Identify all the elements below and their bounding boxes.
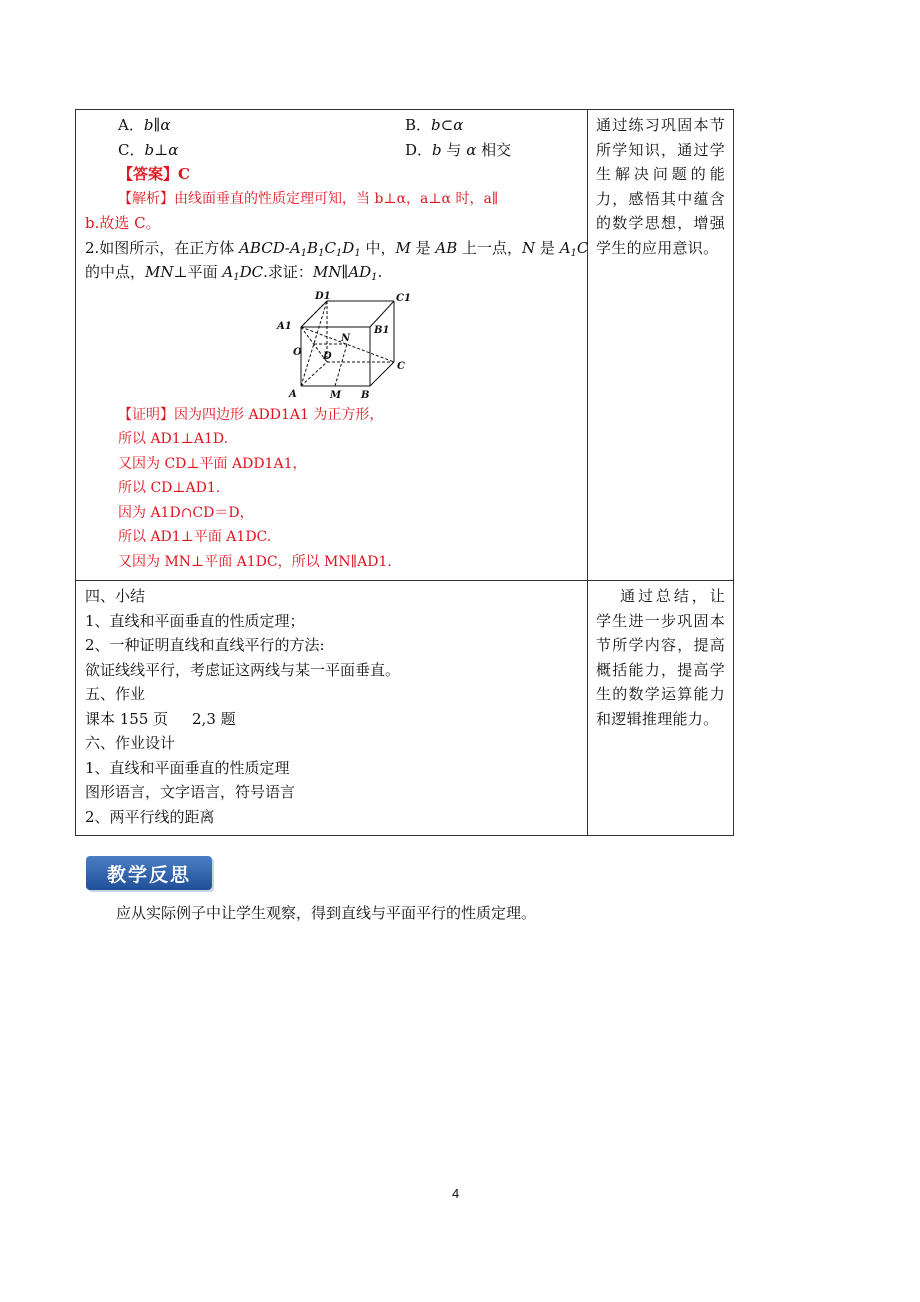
summary-item-1: 1、直线和平面垂直的性质定理； <box>85 611 305 630</box>
option-d: D．b 与 α 相交 <box>405 140 512 159</box>
label-a1: A1 <box>277 320 292 332</box>
label-d1-text: D1 <box>315 290 331 302</box>
lesson-table <box>75 109 734 836</box>
reflection-banner: 教学反思 <box>86 856 212 890</box>
label-d: D <box>323 350 332 362</box>
proof-line-3: 又因为 CD⊥平面 ADD1A1， <box>118 455 307 472</box>
design-intent-cell-2 <box>588 581 734 836</box>
table-row <box>76 581 734 836</box>
label-m: M <box>330 389 342 399</box>
table-row <box>76 110 734 581</box>
homework-item: 课本 155 页 2,3 题 <box>85 709 236 728</box>
answer-line: 【答案】C <box>118 165 190 183</box>
option-c: C．b⊥α <box>118 140 179 159</box>
proof-line-7: 又因为 MN⊥平面 A1DC，所以 MN∥AD1. <box>118 553 392 570</box>
question-2-line-2: 的中点，MN⊥平面 $A_1DC$.求证：$MN\parallel AD_1$. <box>85 263 383 283</box>
summary-item-2: 2、一种证明直线和直线平行的方法: <box>85 636 325 654</box>
label-n: N <box>341 332 351 344</box>
proof-line-6: 所以 AD1⊥平面 A1DC. <box>118 529 272 545</box>
label-d1 <box>314 291 331 302</box>
analysis-line-1: 【解析】由线面垂直的性质定理可知，当 b⊥α，a⊥α 时，a∥ <box>118 190 499 207</box>
cube-figure <box>275 289 415 399</box>
label-c: C <box>397 360 405 372</box>
label-a: A <box>289 388 297 399</box>
options-row-ab <box>85 113 579 138</box>
homework-design-heading: 六、作业设计 <box>85 734 176 752</box>
summary-heading: 四、小结 <box>85 587 146 605</box>
homework-design-item-2: 图形语言，文字语言，符号语言 <box>85 783 296 801</box>
design-intent-text-2: 通过总结，让学生进一步巩固本节所学内容，提高概括能力，提高学生的数学运算能力和逻辑推理能力。 <box>596 587 725 728</box>
design-intent-cell-1 <box>588 110 734 581</box>
label-b1: B1 <box>374 324 390 336</box>
label-c1: C1 <box>396 292 411 304</box>
label-o: O <box>293 346 302 358</box>
label-b: B <box>361 389 370 399</box>
options-row-cd <box>85 138 579 163</box>
exercise-cell <box>76 110 588 581</box>
proof-line-2: 所以 AD1⊥A1D. <box>118 431 229 447</box>
homework-design-item-1: 1、直线和平面垂直的性质定理 <box>85 758 290 777</box>
proof-line-5: 因为 A1D∩CD＝D， <box>118 504 254 521</box>
design-intent-text-1: 通过练习巩固本节所学知识，通过学生解决问题的能力，感悟其中蕴含的数学思想，增强学生的应用意识。 <box>596 116 725 257</box>
homework-heading: 五、作业 <box>85 685 146 703</box>
summary-cell <box>76 581 588 836</box>
proof-line-1: 【证明】因为四边形 ADD1A1 为正方形， <box>118 406 384 423</box>
summary-item-3: 欲证线线平行，考虑证这两线与某一平面垂直。 <box>85 660 401 679</box>
proof-line-4: 所以 CD⊥AD1. <box>118 480 221 496</box>
homework-design-item-3: 2、两平行线的距离 <box>85 807 215 826</box>
option-a: A．b∥α <box>118 116 171 134</box>
reflection-text: 应从实际例子中让学生观察，得到直线与平面平行的性质定理。 <box>116 904 537 922</box>
question-2-line-1: 2.如图所示，在正方体 ABCD-$A_1B_1C_1D_1$ 中，M 是 AB 上一点，N 是 $A_1C$ <box>85 238 589 259</box>
option-b: B．b⊂α <box>405 116 464 134</box>
analysis-line-2: b.故选 C。 <box>85 214 161 232</box>
page-number: 4 <box>452 1186 460 1201</box>
